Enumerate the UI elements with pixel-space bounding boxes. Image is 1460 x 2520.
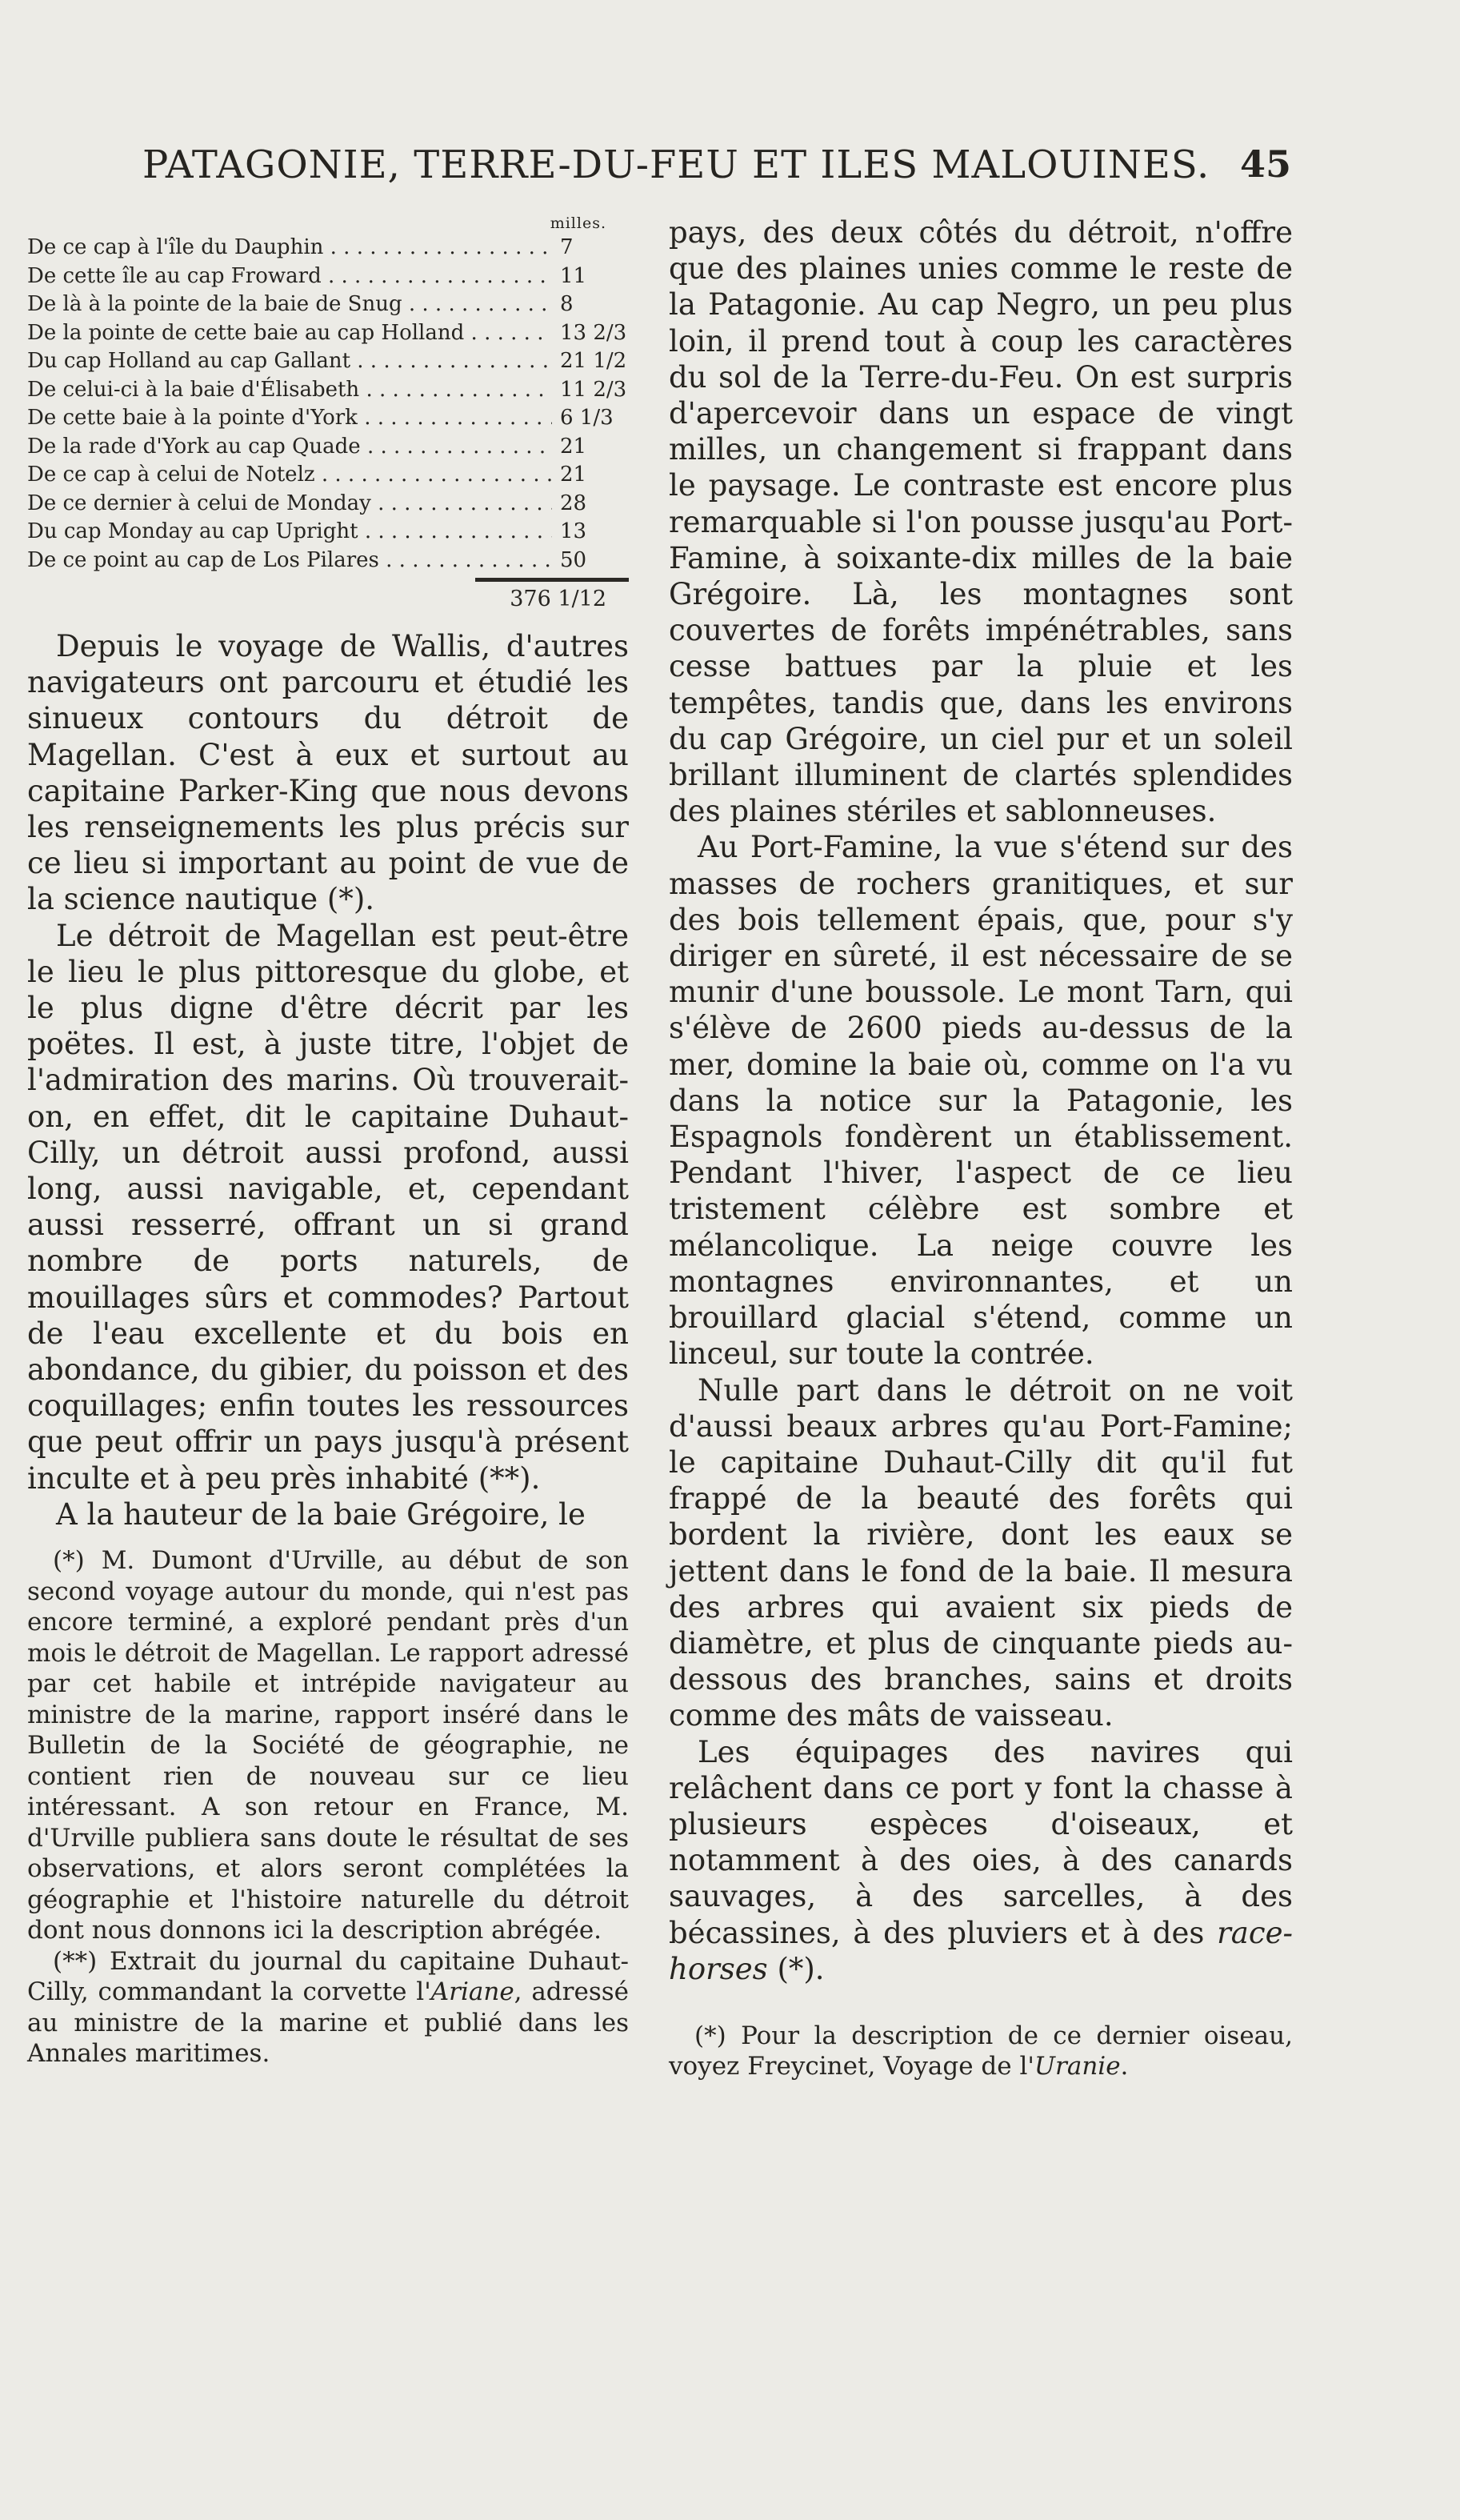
table-row (27, 319, 629, 348)
route-distance: 11 (560, 263, 587, 288)
route-label: Du cap Monday au cap Upright . . . (27, 518, 552, 547)
table-row (27, 347, 629, 376)
route-label: De là à la pointe de la baie de Snug . . . (27, 290, 552, 319)
route-distance: 6 1/3 (560, 406, 614, 430)
table-row (27, 234, 629, 262)
route-label: De ce cap à l'île du Dauphin . . . (27, 234, 552, 262)
paragraph: Au Port-Famine, la vue s'étend sur des masses de rochers granitiques, et sur des bois tellement épais, que, pour s'y diriger en sûreté, il est nécessaire de se munir d'une boussole. Le mont Tarn, qui s'élève de 2600 pieds au-dessus de la mer, domine la baie où, comme on l'a vu dans la notice sur la Patagonie, les Espagnols fondèrent un établissement. Pendant l'hiver, l'aspect de ce lieu tristement célèbre est sombre et mélancolique. La neige couvre les montagnes environnantes, et un brouillard glacial s'étend, comme un linceul, sur toute la contrée. (669, 830, 1293, 1372)
footnotes (669, 2021, 1293, 2082)
table-row (27, 290, 629, 319)
distance-total: 376 1/12 (510, 587, 606, 611)
route-label: De la pointe de cette baie au cap Holland . . . (27, 319, 552, 348)
route-label: De celui-ci à la baie d'Élisabeth . . . (27, 376, 552, 405)
footnote-text: (**) Extrait du journal du capitaine Duhaut-Cilly, commandant la corvette l' (27, 1946, 629, 2007)
paragraph: Depuis le voyage de Wallis, d'autres navigateurs ont parcouru et étudié les sinueux contours du détroit de Magellan. C'est à eux et surtout au capitaine Parker-King que nous devons les renseignements les plus précis sur ce lieu si important au point de vue de la science nautique (*). (27, 629, 629, 917)
footnote (27, 1946, 629, 2069)
route-label: Du cap Holland au cap Gallant . . . (27, 347, 552, 376)
bird-name: race-horses (669, 1915, 1293, 1986)
footnote (669, 2021, 1293, 2082)
table-row (27, 376, 629, 405)
paragraph: A la hauteur de la baie Grégoire, le (56, 1496, 586, 1532)
right-body-text (669, 214, 1293, 1987)
ship-name: Uranie (1034, 2052, 1121, 2081)
footnote: (*) M. Dumont d'Urville, au début de son second voyage autour du monde, qui n'est pas encore terminé, a exploré pendant près d'un mois le détroit de Magellan. Le rapport adressé par cet habile et intrépide navigateur au ministre de la marine, rapport inséré dans le Bulletin de la Société de géographie, ne contient rien de nouveau sur ce lieu intéressant. A son retour en France, M. d'Urville publiera sans doute le résultat de ses observations, et alors seront complétées la géographie et l'histoire naturelle du détroit dont nous donnons ici la description abrégée. (27, 1546, 629, 1945)
running-title: PATAGONIE, TERRE-DU-FEU ET ILES MALOUINES. (142, 142, 1210, 187)
distance-unit: milles. (550, 214, 606, 232)
route-distance: 21 (560, 434, 587, 459)
route-distance: 13 2/3 (560, 320, 627, 345)
route-distance: 28 (560, 491, 587, 515)
route-label: De la rade d'York au cap Quade . . . (27, 433, 552, 462)
route-distance: 21 (560, 463, 587, 487)
paragraph: Le détroit de Magellan est peut-être le lieu le plus pittoresque du globe, et le plus digne d'être décrit par les poëtes. Il est, à juste titre, l'objet de l'admiration des marins. Où trouverait-on, en effet, dit le capitaine Duhaut-Cilly, un détroit aussi profond, aussi long, aussi navigable, et, cependant aussi resserré, offrant un si grand nombre de ports naturels, de mouillages sûrs et commodes? Partout de l'eau excellente et du bois en abondance, du gibier, du poisson et des coquillages; enfin toutes les ressources que peut offrir un pays jusqu'à présent inculte et à peu près inhabité (**). (27, 918, 629, 1496)
footnote-ref: (*). (777, 1951, 825, 1986)
footnote-text: . (1120, 2052, 1129, 2081)
page-number: 45 (1240, 142, 1292, 186)
footnote-text: , adressé au ministre de la marine et publié dans les Annales maritimes. (27, 1977, 629, 2069)
table-row (27, 461, 629, 490)
table-row (27, 262, 629, 291)
route-label: De cette baie à la pointe d'York . . . (27, 404, 552, 433)
route-label: De ce dernier à celui de Monday . . . (27, 490, 552, 519)
paragraph: pays, des deux côtés du détroit, n'offre que des plaines unies comme le reste de la Patagonie. Au cap Negro, un peu plus loin, il prend tout à coup les caractères du sol de la Terre-du-Feu. On est surpris d'apercevoir dans un espace de vingt milles, un changement si frappant dans le paysage. Le contraste est encore plus remarquable si l'on pousse jusqu'au Port-Famine, à soixante-dix milles de la baie Grégoire. Là, les montagnes sont couvertes de forêts impénétrables, sans cesse battues par la pluie et les tempêtes, tandis que, dans les environs du cap Grégoire, un ciel pur et un soleil brillant illuminent de clartés splendides des plaines stériles et sablonneuses. (669, 215, 1293, 829)
footnote-text: (*) Pour la description de ce dernier oiseau, voyez Freycinet, Voyage de l' (669, 2021, 1293, 2081)
paragraph-text: Les équipages des navires qui relâchent dans ce port y font la chasse à plusieurs espèces d'oiseaux, et notamment à des oies, à des canards sauvages, à des sarcelles, à des bécassines, à des pluviers et à des (669, 1734, 1293, 1950)
table-row (27, 433, 629, 462)
route-distance: 50 (560, 547, 587, 572)
paragraph (669, 1734, 1293, 1987)
paragraph: Nulle part dans le détroit on ne voit d'aussi beaux arbres qu'au Port-Famine; le capitaine Duhaut-Cilly dit qu'il fut frappé de la beauté des forêts qui bordent la rivière, dont les eaux se jettent dans le fond de la baie. Il mesura des arbres qui avaient six pieds de diamètre, et plus de cinquante pieds au-dessous des branches, sains et droits comme des mâts de vaisseau. (669, 1372, 1293, 1733)
page-header (0, 142, 1460, 198)
left-column (27, 214, 629, 2069)
route-distance: 21 1/2 (560, 349, 627, 373)
route-distance: 11 2/3 (560, 377, 627, 402)
table-row (27, 518, 629, 547)
table-row (27, 404, 629, 433)
left-body-text (27, 628, 629, 1532)
right-column (669, 214, 1293, 2082)
route-label: De ce cap à celui de Notelz . . . (27, 461, 552, 490)
route-label: De cette île au cap Froward . . . (27, 262, 552, 291)
route-distance: 13 (560, 519, 587, 543)
route-distance: 7 (560, 235, 574, 259)
route-distance: 8 (560, 292, 574, 316)
table-row (27, 490, 629, 519)
footnotes (27, 1545, 629, 2069)
distance-table (27, 214, 629, 623)
ship-name: Ariane (430, 1977, 514, 2007)
route-label: De ce point au cap de Los Pilares . . . (27, 547, 552, 575)
table-row (27, 547, 629, 575)
